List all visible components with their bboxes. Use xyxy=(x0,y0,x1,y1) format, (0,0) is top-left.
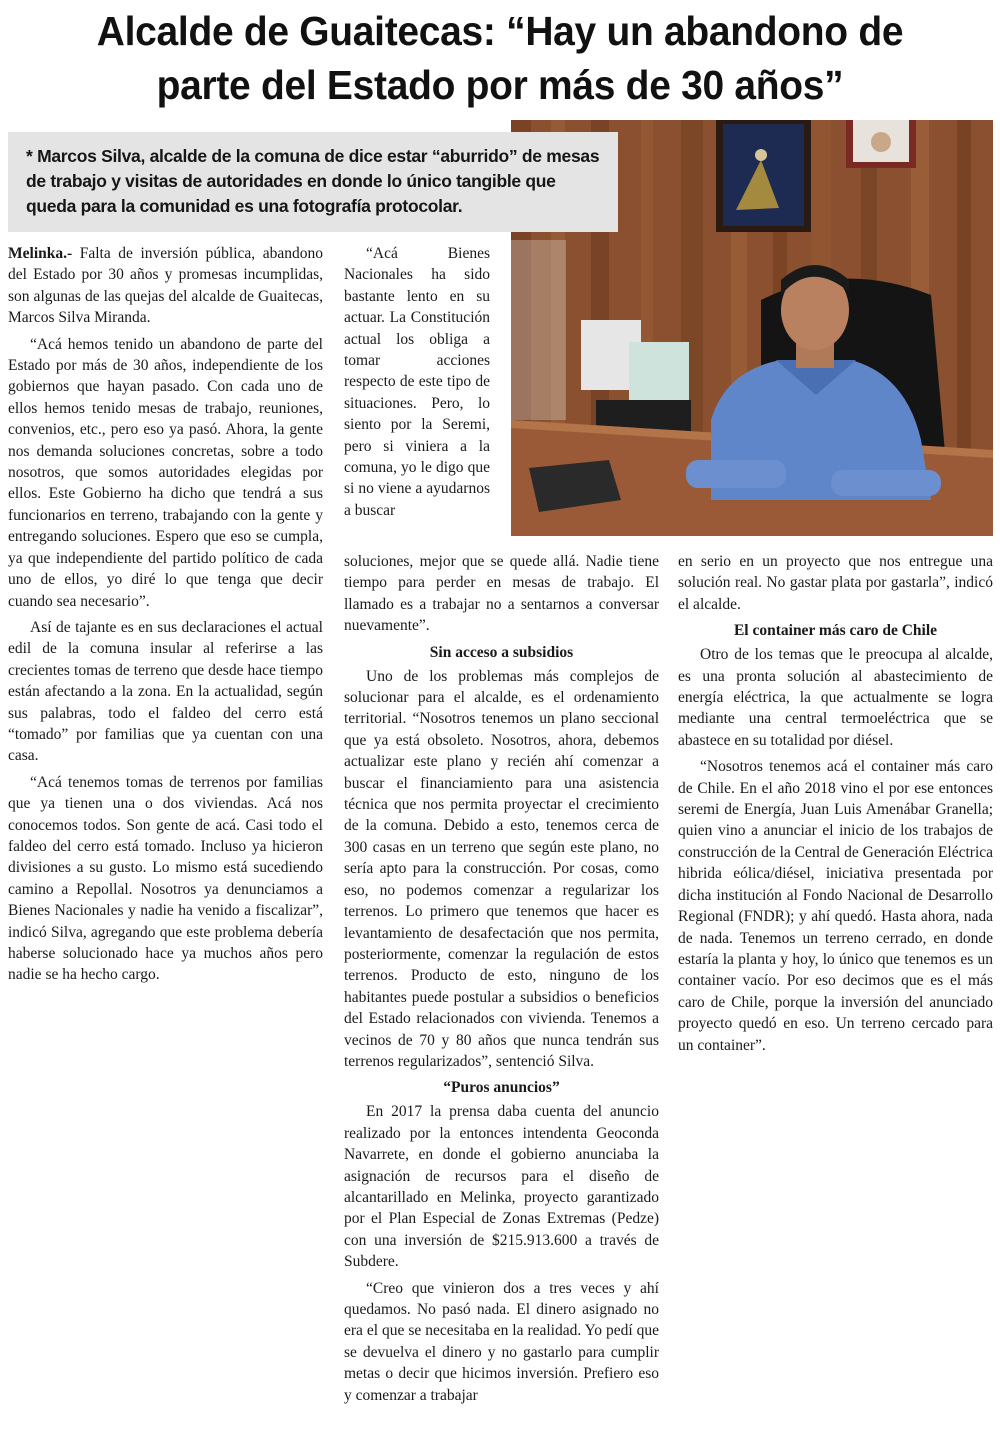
paragraph-3: Así de tajante es en sus declaraciones el actual edil de la comuna insular al referirse a las crecientes tomas de terreno que desde hace tiempo están afectando a la zona. En la actualidad, según sus palabras, todo el faldeo del cerro está “tomado” por familias que ya cuentan con una casa. xyxy=(8,618,323,765)
column-1 xyxy=(8,243,323,991)
headline xyxy=(33,4,968,112)
headline-line-2: parte del Estado por más de 30 años” xyxy=(156,62,844,108)
paragraph-6: Uno de los problemas más complejos de solucionar para el alcalde, es el ordenamiento territorial. “Nosotros tenemos un plano seccional que ya está obsoleto. Nosotros, ahora, debemos actualizar este plano y recién ahí comenzar a buscar el financiamiento para una asistencia técnica que nos permita proyectar el crecimiento de la comuna. Debido a esto, tenemos cerca de 300 casas en un terreno que según este plano, no sería apto para la construcción. Por cosas, como eso, no podemos comenzar a regularizar los terrenos. Lo primero que tenemos que hacer es levantamiento de desafectación que nos permita, posteriormente, comenzar la regulación de estos terrenos. Producto de esto, ninguno de los habitantes puede postular a subsidios o beneficios del Estado relacionados con vivienda. Tenemos a vecinos de 70 y 80 años que nunca tendrán sus terrenos regularizados”, sentenció Silva. xyxy=(344,667,659,1070)
dateline: Melinka.- xyxy=(8,245,73,262)
summary-text: * Marcos Silva, alcalde de la comuna de dice estar “aburrido” de mesas de trabajo y visitas de autoridades en donde lo único tangible que queda para la comunidad es una fotografía protocolar. xyxy=(26,146,600,216)
column-2 xyxy=(344,551,659,1411)
paragraph-10: “Nosotros tenemos acá el container más caro de Chile. En el año 2018 vino el por ese entonces seremi de Energía, Juan Luis Amenábar Granella; quien vino a anunciar el inicio de los trabajos de construcción de la Central de Generación Eléctrica hibrida eólica/diésel, iniciativa presentada por dicha institución al Fondo Nacional de Desarrollo Regional (FNDR); y ahí quedó. Hasta ahora, nada de nada. Tenemos un terreno cerrado, en donde estaría la planta y hoy, lo único que tenemos es un container vacío. Por eso decimos que es el más caro de Chile, porque la inversión del anunciado proyecto quedó en eso. Un terreno cercado para un container”. xyxy=(678,758,994,1054)
paragraph-8: “Creo que vinieron dos a tres veces y ahí quedamos. No pasó nada. El dinero asignado no era el que se necesitaba en la realidad. Yo pedí que se devuelva el dinero y no gastarlo para cumplir metas o decir que hicimos inversión. Prefiero eso y comenzar a trabajar xyxy=(344,1279,659,1404)
paragraph-7: En 2017 la prensa daba cuenta del anuncio realizado por la entonces intendenta Geoconda Navarrete, en donde el gobierno anunciaba la asignación de recursos para el diseño de alcantarillado en Melinka, proyecto garantizado por el Plan Especial de Zonas Extremas (Pedze) con una inversión de $215.913.600 a través de Subdere. xyxy=(344,1103,659,1271)
subhead-subsidios: Sin acceso a subsidios xyxy=(429,643,574,661)
paragraph-9: Otro de los temas que le preocupa al alcalde, es una pronta solución al abastecimiento de energía eléctrica, la que actualmente se logra mediante una central termoeléctrica que se abastece en su totalidad por diésel. xyxy=(678,646,993,749)
column-2-top xyxy=(344,243,490,526)
summary-box xyxy=(8,132,618,232)
paragraph-5a: “Acá Bienes Nacionales ha sido bastante lento en su actuar. La Constitución actual los obliga a tomar acciones respecto de este tipo de situaciones. Pero, lo siento por la Seremi, pero si viniera a la comuna, yo le digo que si no viene a ayudarnos a buscar xyxy=(344,245,490,519)
paragraph-5b: soluciones, mejor que se quede allá. Nadie tiene tiempo para perder en mesas de trabajo. El llamado es a trabajar no a sentarnos a conversar nuevamente”. xyxy=(344,553,659,635)
paragraph-1 xyxy=(8,243,323,329)
headline-line-1: Alcalde de Guaitecas: “Hay un abandono de xyxy=(96,8,904,54)
paragraph-4: “Acá tenemos tomas de terrenos por familias que ya tienen una o dos viviendas. Acá nos conocemos todos. Son gente de acá. Casi todo el faldeo del cerro está tomado. Incluso ya hicieron divisiones a su gusto. Lo mismo está sucediendo camino a Repollal. Nosotros ya denunciamos a Bienes Nacionales y nadie ha venido a fiscalizar”, indicó Silva, agregando que este problema debería haberse solucionado hace ya muchos años pero nadie se ha hecho cargo. xyxy=(8,773,323,984)
paragraph-8b: en serio en un proyecto que nos entregue una solución real. No gastar plata por gastarla”, indicó el alcalde. xyxy=(678,553,993,613)
column-3 xyxy=(678,551,993,1061)
subhead-container: El container más caro de Chile xyxy=(733,622,938,640)
paragraph-1-text: Falta de inversión pública, abandono del Estado por 30 años y promesas incumplidas, son algunas de las quejas del alcalde de Guaitecas, Marcos Silva Miranda. xyxy=(8,245,323,327)
subhead-anuncios: “Puros anuncios” xyxy=(443,1079,560,1097)
paragraph-2: “Acá hemos tenido un abandono de parte del Estado por más de 30 años, independiente de los gobiernos que hayan pasado. Con cada uno de ellos hemos tenido mesas de trabajo, reuniones, convenios, etc., pero eso ya pasó. Ahora, la gente nos demanda soluciones concretas, sobre a todo nosotros, que somos autoridades elegidas por ellos. Este Gobierno ha dicho que tendrá a sus funcionarios en terreno, trabajando con la gente y entregando soluciones. Espero que eso se cumpla, ya que independiente del partido político de cada uno de ellos, yo diré lo que tenga que decir cuando sea necesario”. xyxy=(8,335,323,610)
